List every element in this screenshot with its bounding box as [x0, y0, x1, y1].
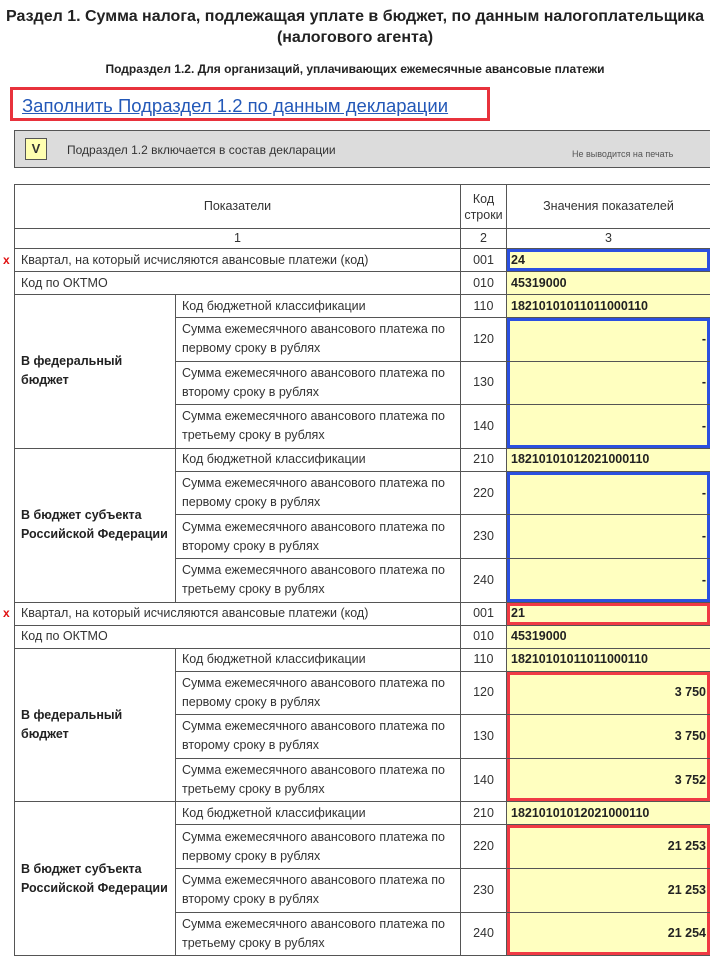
- table-row: [15, 602, 710, 625]
- fill-from-declaration-link[interactable]: Заполнить Подраздел 1.2 по данным декларации: [22, 95, 449, 116]
- label-sum2: Сумма ежемесячного авансового платежа по второму сроку в рублях: [176, 715, 461, 759]
- code-f2: 130: [461, 361, 507, 405]
- value-r2[interactable]: -: [507, 515, 710, 559]
- label-quarter-text: Квартал, на который исчисляются авансовые платежи (код): [21, 252, 369, 267]
- value-r3[interactable]: 21 254: [507, 912, 710, 956]
- code-f_kbk: 110: [461, 648, 507, 671]
- fill-link-frame: [10, 87, 490, 121]
- subsection-title: Подраздел 1.2. Для организаций, уплачивающих ежемесячные авансовые платежи: [105, 62, 605, 76]
- column-numbers-row: [15, 229, 710, 249]
- value-quarter[interactable]: 21: [507, 602, 710, 625]
- col-num-1: 1: [15, 229, 461, 249]
- label-sum3: Сумма ежемесячного авансового платежа по третьему сроку в рублях: [176, 558, 461, 602]
- code-oktmo: 010: [461, 625, 507, 648]
- label-sum1: Сумма ежемесячного авансового платежа по первому сроку в рублях: [176, 318, 461, 362]
- header-code: Код строки: [461, 185, 507, 229]
- label-sum3: Сумма ежемесячного авансового платежа по третьему сроку в рублях: [176, 758, 461, 802]
- label-kbk: Код бюджетной классификации: [176, 802, 461, 825]
- code-oktmo: 010: [461, 272, 507, 295]
- code-f1: 120: [461, 671, 507, 715]
- error-mark-icon: x: [3, 606, 10, 621]
- error-mark-icon: x: [3, 252, 10, 267]
- group-federal: В федеральный бюджет: [15, 295, 176, 449]
- label-quarter-text: Квартал, на который исчисляются авансовые платежи (код): [21, 606, 369, 621]
- header-values: Значения показателей: [507, 185, 710, 229]
- label-sum1: Сумма ежемесячного авансового платежа по первому сроку в рублях: [176, 671, 461, 715]
- value-oktmo[interactable]: 45319000: [507, 625, 710, 648]
- table-row: [15, 295, 710, 318]
- code-r1: 220: [461, 471, 507, 515]
- header-row: [15, 185, 710, 229]
- include-bar: [14, 130, 710, 168]
- code-quarter: 001: [461, 249, 507, 272]
- table-row: [15, 648, 710, 671]
- include-label: Подраздел 1.2 включается в состав декларации: [67, 143, 336, 157]
- code-r3: 240: [461, 558, 507, 602]
- value-r_kbk[interactable]: 18210101012021000110: [507, 802, 710, 825]
- label-kbk: Код бюджетной классификации: [176, 448, 461, 471]
- no-print-note: Не выводится на печать: [572, 149, 674, 159]
- value-r2[interactable]: 21 253: [507, 868, 710, 912]
- table-row: [15, 802, 710, 825]
- label-kbk: Код бюджетной классификации: [176, 648, 461, 671]
- indicators-table: [3, 184, 710, 956]
- label-oktmo: Код по ОКТМО: [15, 625, 461, 648]
- value-f_kbk[interactable]: 18210101011011000110: [507, 295, 710, 318]
- group-federal: В федеральный бюджет: [15, 648, 176, 802]
- code-f1: 120: [461, 318, 507, 362]
- label-kbk: Код бюджетной классификации: [176, 295, 461, 318]
- table-row: [15, 625, 710, 648]
- code-f3: 140: [461, 758, 507, 802]
- code-quarter: 001: [461, 602, 507, 625]
- code-f_kbk: 110: [461, 295, 507, 318]
- label-quarter: [3, 249, 461, 272]
- col-num-3: 3: [507, 229, 710, 249]
- col-num-2: 2: [461, 229, 507, 249]
- label-quarter: [3, 602, 461, 625]
- label-oktmo: Код по ОКТМО: [15, 272, 461, 295]
- header-indicators: Показатели: [15, 185, 461, 229]
- label-sum1: Сумма ежемесячного авансового платежа по первому сроку в рублях: [176, 825, 461, 869]
- label-sum3: Сумма ежемесячного авансового платежа по третьему сроку в рублях: [176, 405, 461, 449]
- table-row: [15, 448, 710, 471]
- label-sum2: Сумма ежемесячного авансового платежа по второму сроку в рублях: [176, 361, 461, 405]
- value-r_kbk[interactable]: 18210101012021000110: [507, 448, 710, 471]
- label-sum3: Сумма ежемесячного авансового платежа по третьему сроку в рублях: [176, 912, 461, 956]
- code-r_kbk: 210: [461, 448, 507, 471]
- label-sum2: Сумма ежемесячного авансового платежа по второму сроку в рублях: [176, 515, 461, 559]
- code-r2: 230: [461, 868, 507, 912]
- value-f_kbk[interactable]: 18210101011011000110: [507, 648, 710, 671]
- table-row: [15, 249, 710, 272]
- code-f2: 130: [461, 715, 507, 759]
- label-sum2: Сумма ежемесячного авансового платежа по второму сроку в рублях: [176, 868, 461, 912]
- include-checkbox[interactable]: V: [25, 138, 47, 160]
- code-r3: 240: [461, 912, 507, 956]
- value-f2[interactable]: -: [507, 361, 710, 405]
- value-f2[interactable]: 3 750: [507, 715, 710, 759]
- code-r_kbk: 210: [461, 802, 507, 825]
- group-regional: В бюджет субъекта Российской Федерации: [15, 448, 176, 602]
- value-f3[interactable]: -: [507, 405, 710, 449]
- section-title: Раздел 1. Сумма налога, подлежащая уплате в бюджет, по данным налогоплательщика (налогового агента): [6, 8, 704, 46]
- group-regional: В бюджет субъекта Российской Федерации: [15, 802, 176, 956]
- value-oktmo[interactable]: 45319000: [507, 272, 710, 295]
- value-r1[interactable]: -: [507, 471, 710, 515]
- value-f3[interactable]: 3 752: [507, 758, 710, 802]
- value-r3[interactable]: -: [507, 558, 710, 602]
- code-r1: 220: [461, 825, 507, 869]
- value-f1[interactable]: 3 750: [507, 671, 710, 715]
- label-sum1: Сумма ежемесячного авансового платежа по первому сроку в рублях: [176, 471, 461, 515]
- value-r1[interactable]: 21 253: [507, 825, 710, 869]
- code-f3: 140: [461, 405, 507, 449]
- table-row: [15, 272, 710, 295]
- code-r2: 230: [461, 515, 507, 559]
- value-quarter[interactable]: 24: [507, 249, 710, 272]
- value-f1[interactable]: -: [507, 318, 710, 362]
